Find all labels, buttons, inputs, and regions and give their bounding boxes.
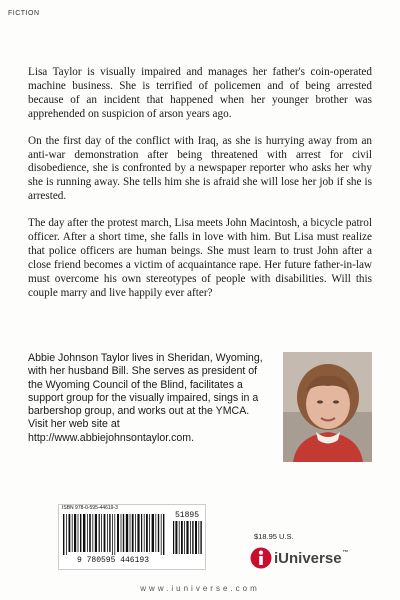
author-bio: Abbie Johnson Taylor lives in Sheridan, Wyoming, with her husband Bill. She serves as president of the Wyoming Council of the Blind, facilitates a support group for the visually impaired, sings in a barbershop group, and works out at the YMCA. Visit her web site at http://www.abbiejohnsontaylor.com.: [28, 352, 263, 444]
trademark-symbol: ™: [342, 549, 349, 556]
price: $18.95 U.S.: [254, 532, 294, 541]
iuniverse-logo-icon: [250, 547, 272, 569]
publisher-name-wrap: [274, 550, 349, 567]
description-paragraph: Lisa Taylor is visually impaired and manages her father's coin-operated machine business. She is terrified of policemen and of being arrested because of an incident that happened when her younger brother was apprehended on suspicion of arson years ago.: [28, 66, 372, 120]
category-label: FICTION: [8, 10, 40, 17]
description-paragraph: The day after the protest march, Lisa meets John Macintosh, a bicycle patrol officer. After a short time, she falls in love with him. But Lisa must realize that police officers are human beings. She must learn to trust John after a close friend becomes a victim of acquaintance rape. Her future father-in-law must overcome his own stereotypes of people with disabilities. Will this couple marry and live happily ever after?: [28, 217, 372, 299]
author-photo: [283, 352, 372, 462]
book-description: [28, 66, 372, 314]
isbn-label: ISBN 978-0-595-44619-3: [62, 505, 118, 511]
publisher-logo: [250, 545, 349, 571]
publisher-website: www.iuniverse.com: [140, 584, 260, 593]
description-paragraph: On the first day of the conflict with Iraq, as she is hurrying away from an anti-war demonstration after being threatened with arrest for civil disobedience, she is confronted by a newspaper reporter who asks her why she is running away. She tells him she is afraid she will lose her job if she is arrested.: [28, 134, 372, 203]
publisher-name: iUniverse: [274, 549, 342, 567]
barcode-price-code: 51895: [175, 511, 200, 520]
author-portrait-image: [283, 352, 372, 462]
barcode-number: 9 780595 446193: [76, 556, 149, 565]
